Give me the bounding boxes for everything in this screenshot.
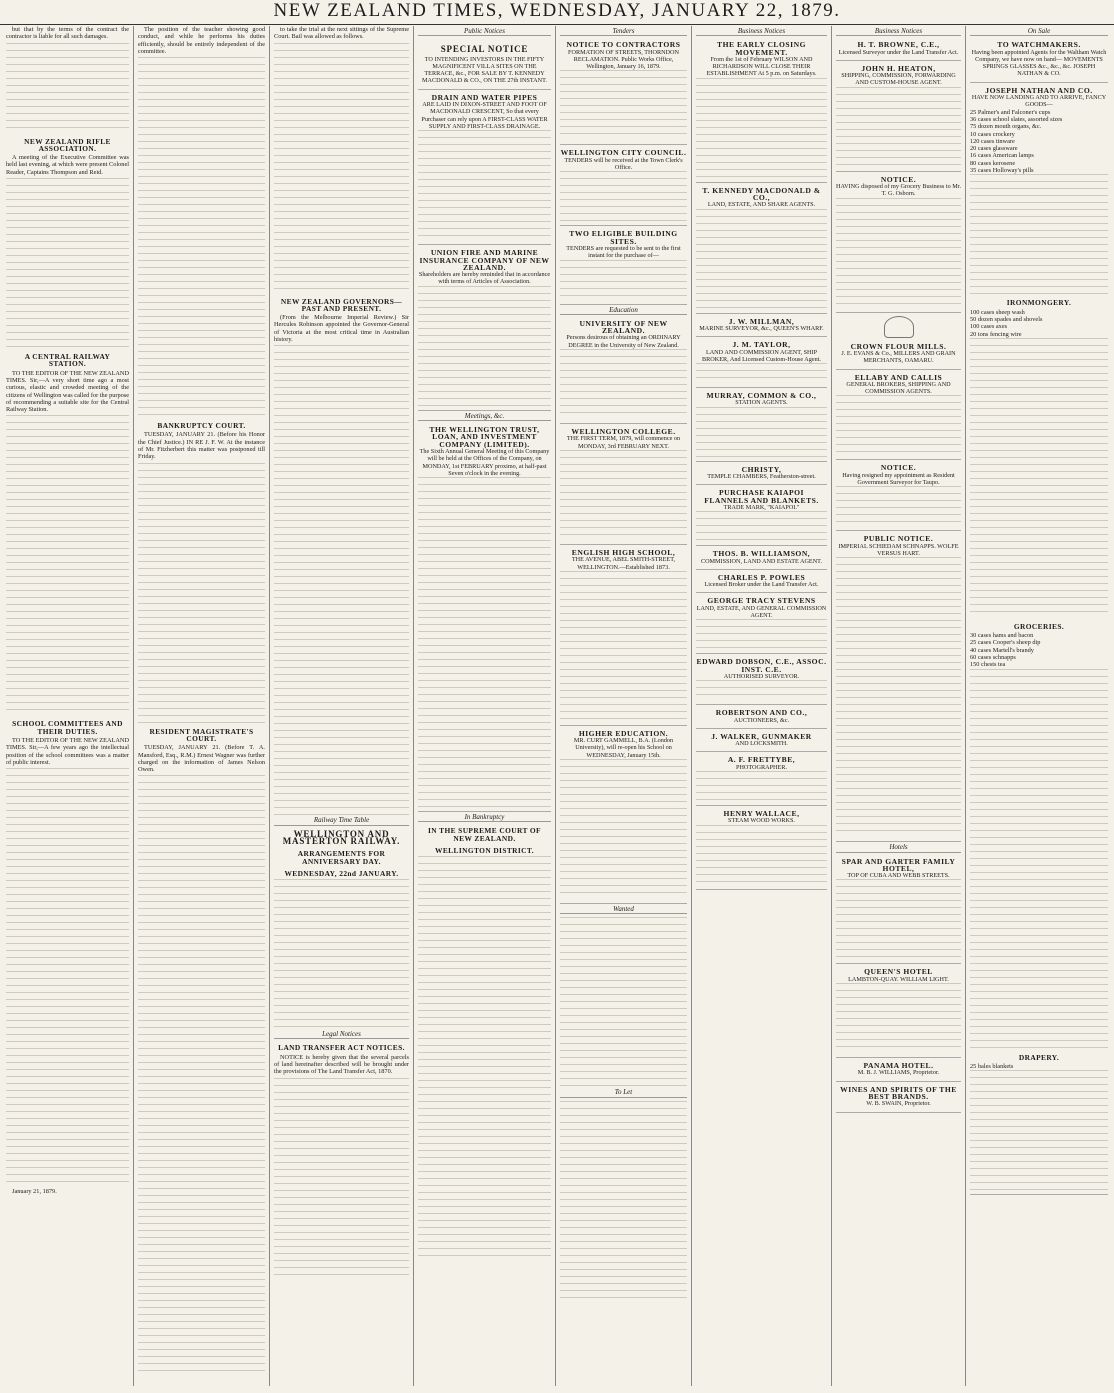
- column-3: [270, 26, 414, 1386]
- goods-list: [970, 1063, 1108, 1070]
- ad-title: QUEEN'S HOTEL: [864, 967, 933, 977]
- article-paragraph: TO THE EDITOR OF THE NEW ZEALAND TIMES. Sir,—A very short time ago a most curious, elastic and crowded meeting of the citizens of Wellington was called for the purpose of recommending a suitable site for the Central Railway Station.: [6, 369, 130, 414]
- advertisement: [836, 462, 961, 531]
- ad-text: Having resigned my appointment as Resident Government Surveyor for Taupo.: [842, 471, 955, 487]
- advertisement: [836, 174, 961, 313]
- ad-text: IMPERIAL SCHIEDAM SCHNAPPS. WOLFE VERSUS HART.: [838, 542, 959, 557]
- ad-title: ENGLISH HIGH SCHOOL,: [571, 547, 676, 557]
- advertisement: [418, 247, 551, 410]
- section-label-meetings: Meetings, &c.: [418, 413, 551, 421]
- list-heading: GROCERIES.: [1013, 621, 1065, 631]
- bankruptcy-court: IN THE SUPREME COURT OF NEW ZEALAND.: [428, 826, 541, 843]
- ad-title: PURCHASE KAIAPOI FLANNELS AND BLANKETS.: [704, 488, 819, 505]
- advertisement: [836, 372, 961, 461]
- list-item: 35 cases Holloway's pills: [970, 167, 1034, 175]
- ad-text: HAVE NOW LANDING AND TO ARRIVE, FANCY GOODS—: [971, 94, 1107, 109]
- list-item: 80 cases kerosene: [970, 159, 1016, 167]
- ad-title: T. KENNEDY MACDONALD & CO.,: [702, 185, 821, 203]
- column-8: [966, 26, 1112, 1386]
- list-item: 20 tons fencing wire: [970, 330, 1022, 338]
- ad-text: FORMATION OF STREETS, THORNDON RECLAMATION. Public Works Office, Wellington, January 16, 1879.: [568, 48, 679, 71]
- list-item: 25 Palmer's and Falconer's cups: [970, 108, 1051, 116]
- ad-text: SHIPPING, COMMISSION, FORWARDING AND CUSTOM-HOUSE AGENT.: [841, 72, 956, 87]
- royal-crest-icon: [884, 316, 914, 338]
- ad-title: WELLINGTON CITY COUNCIL.: [560, 148, 687, 158]
- article-dateline: January 21, 1879.: [12, 1188, 57, 1196]
- ad-title: PANAMA HOTEL.: [863, 1061, 934, 1071]
- ad-text: TO INTENDING INVESTORS IN THE FIFTY MAGNIFICENT VILLA SITES ON THE TERRACE, &c., FOR SALE BY T. KENNEDY MACDONALD & CO., ON THE 27th INSTANT.: [422, 55, 547, 85]
- ad-title: TWO ELIGIBLE BUILDING SITES.: [569, 229, 678, 246]
- ad-title: GEORGE TRACY STEVENS: [707, 596, 816, 606]
- ad-text: STEAM WOOD WORKS.: [728, 817, 795, 825]
- ad-title: CROWN FLOUR MILLS.: [850, 341, 947, 351]
- advertisement: [560, 39, 687, 145]
- article-heading: A CENTRAL RAILWAY STATION.: [24, 352, 111, 369]
- advertisement: [836, 966, 961, 1058]
- section-label-to-let: To Let: [560, 1089, 687, 1097]
- ad-text: THE FIRST TERM, 1879, will commence on MONDAY, 3rd FEBRUARY NEXT.: [566, 435, 681, 450]
- advertisement: [836, 1060, 961, 1082]
- ad-text: THE AVENUE, ABEL SMITH-STREET, WELLINGTON.—Established 1873.: [571, 556, 676, 571]
- ad-title: H. T. BROWNE, C.E.,: [857, 40, 940, 50]
- ad-text: MR. CURT GAMMELL, B.A. (London University), will re-open his School on WEDNESDAY, January 15th.: [573, 737, 674, 759]
- ad-title: UNION FIRE AND MARINE INSURANCE COMPANY OF NEW ZEALAND.: [419, 248, 550, 272]
- ad-text: LAND, ESTATE, AND SHARE AGENTS.: [707, 201, 816, 209]
- ad-text: STATION AGENTS.: [735, 399, 788, 407]
- ad-title: ROBERTSON AND CO.,: [715, 708, 808, 718]
- ad-title: HENRY WALLACE,: [723, 808, 800, 818]
- list-item: 100 cases sheep wash: [970, 308, 1025, 316]
- goods-list: [970, 109, 1108, 175]
- section-label-business-notices: Business Notices: [836, 28, 961, 36]
- advertisement: [418, 424, 551, 812]
- list-item: 10 cases crockery: [970, 130, 1015, 138]
- article-paragraph: to take the trial at the next sittings of the Supreme Court. Bail was allowed as follows.: [274, 26, 409, 41]
- section-label-bankruptcy: In Bankruptcy: [418, 814, 551, 822]
- advertisement: [560, 547, 687, 726]
- advertisement: [696, 339, 827, 388]
- column-4: [414, 26, 556, 1386]
- advertisement: [418, 92, 551, 245]
- ad-text: LAND, ESTATE, AND GENERAL COMMISSION AGENT.: [696, 604, 827, 620]
- advertisement: [696, 464, 827, 486]
- advertisement: [696, 808, 827, 890]
- advertisement: [696, 185, 827, 314]
- advertisement: [696, 548, 827, 570]
- article-paragraph: TUESDAY, JANUARY 21. (Before T. A. Mansford, Esq., R.M.) Ernest Wagner was further charged on the information of James Nelson Owen.: [138, 744, 265, 774]
- section-label-railway: Railway Time Table: [274, 817, 409, 825]
- ad-title: EDWARD DOBSON, C.E., ASSOC. INST. C.E.: [696, 657, 827, 674]
- railway-title: WELLINGTON AND MASTERTON RAILWAY.: [282, 828, 401, 846]
- ad-title: J. WALKER, GUNMAKER: [711, 731, 812, 741]
- advertisement: [970, 85, 1108, 1195]
- advertisement: [696, 487, 827, 546]
- ad-title: CHRISTY,: [741, 464, 782, 474]
- list-item: 100 cases axes: [970, 323, 1008, 331]
- column-2: [134, 26, 270, 1386]
- section-label-wanted: Wanted: [560, 906, 687, 914]
- ad-title: PUBLIC NOTICE.: [863, 534, 934, 544]
- advertisement: [560, 318, 687, 424]
- article-paragraph: but that by the terms of the contract the contractor is liable for all such damages.: [6, 26, 129, 41]
- column-7: [832, 26, 966, 1386]
- railway-date: WEDNESDAY, 22nd JANUARY.: [284, 868, 399, 878]
- ad-title: NOTICE.: [880, 463, 917, 473]
- ad-title: TO WATCHMAKERS.: [997, 40, 1081, 50]
- list-item: 25 bales blankets: [970, 1062, 1014, 1070]
- article-heading: RESIDENT MAGISTRATE'S COURT.: [149, 726, 254, 743]
- advertisement: [836, 856, 961, 965]
- advertisement: [836, 341, 961, 370]
- ad-title: THE WELLINGTON TRUST, LOAN, AND INVESTMENT COMPANY (LIMITED).: [429, 425, 540, 449]
- advertisement: [560, 728, 687, 904]
- advertisement: [970, 39, 1108, 82]
- ad-title: CHARLES P. POWLES: [717, 572, 806, 582]
- advertisement: [836, 1084, 961, 1113]
- advertisement: [836, 533, 961, 842]
- ad-title: ELLABY AND CALLIS: [854, 372, 943, 382]
- masthead: [0, 0, 1114, 25]
- ad-text: LAND AND COMMISSION AGENT, SHIP BROKER, And Licensed Custom-House Agent.: [702, 348, 821, 363]
- list-item: 75 dozen mouth organs, &c.: [970, 123, 1042, 131]
- ad-text: M. B. J. WILLIAMS, Proprietor.: [857, 1069, 940, 1077]
- advertisement: [696, 572, 827, 594]
- ad-title: UNIVERSITY OF NEW ZEALAND.: [579, 318, 668, 336]
- column-6: [692, 26, 832, 1386]
- article-heading: SCHOOL COMMITTEES AND THEIR DUTIES.: [12, 719, 123, 736]
- article-heading: NEW ZEALAND GOVERNORS—PAST AND PRESENT.: [280, 296, 403, 313]
- list-item: 30 cases hams and bacon: [970, 632, 1034, 640]
- ad-text: From the 1st of February WILSON AND RICHARDSON WILL CLOSE THEIR ESTABLISHMENT At 5 p.m. on Saturdays.: [706, 55, 817, 78]
- ad-text: W. B. SWAIN, Proprietor.: [866, 1100, 931, 1108]
- list-item: 36 cases school slates, assorted sizes: [970, 115, 1063, 123]
- section-label-public-notices: Public Notices: [418, 28, 551, 36]
- list-item: 25 cases Cooper's sheep dip: [970, 639, 1041, 647]
- list-item: 60 cases schnapps: [970, 654, 1016, 662]
- ad-title: SPECIAL NOTICE: [440, 44, 529, 55]
- article-heading: BANKRUPTCY COURT.: [157, 421, 246, 431]
- advertisement: [696, 731, 827, 753]
- ad-text: HAVING disposed of my Grocery Business to Mr. T. G. Osborn.: [836, 183, 962, 198]
- ad-text: Persons desirous of obtaining an ORDINARY DEGREE in the University of New Zealand.: [566, 334, 681, 349]
- ad-title: MURRAY, COMMON & CO.,: [706, 391, 817, 401]
- advertisement: [836, 63, 961, 172]
- ad-title: DRAIN AND WATER PIPES: [431, 92, 538, 102]
- ad-text: AUTHORISED SURVEYOR.: [723, 672, 800, 680]
- section-label-tenders: Tenders: [560, 28, 687, 36]
- ad-text: LAMBTON-QUAY. WILLIAM LIGHT.: [848, 975, 949, 983]
- advertisement: [560, 426, 687, 545]
- ad-text: Shareholders are hereby reminded that in accordance with terms of Articles of Association.: [418, 271, 551, 286]
- ad-title: WINES AND SPIRITS OF THE BEST BRANDS.: [840, 1084, 957, 1101]
- ad-text: ARE LAID IN DIXON-STREET AND FOOT OF MACDONALD CRESCENT, So that every Purchaser can rely upon A FIRST-CLASS WATER SUPPLY AND FIRST-CLASS DRAINAGE.: [421, 101, 548, 130]
- advertisement: [696, 595, 827, 654]
- masthead-title: NEW ZEALAND TIMES, WEDNESDAY, JANUARY 22, 1879.: [273, 0, 841, 21]
- legal-paragraph: NOTICE is hereby given that the several parcels of land hereinafter described will be brought under the provisions of The Land Transfer Act, 1870.: [274, 1053, 409, 1076]
- list-item: 16 cases American lamps: [970, 152, 1034, 160]
- column-5: [556, 26, 692, 1386]
- ad-text: TEMPLE CHAMBERS, Featherston-street.: [707, 473, 816, 481]
- section-label-on-sale: On Sale: [970, 28, 1108, 36]
- list-item: 20 cases glassware: [970, 145, 1018, 153]
- ad-text: AND LOCKSMITH.: [735, 740, 788, 748]
- article-paragraph: TO THE EDITOR OF THE NEW ZEALAND TIMES. Sir,—A few years ago the intellectual position of the school committees was a matter of public interest.: [6, 737, 129, 766]
- list-heading: DRAPERY.: [1018, 1052, 1060, 1062]
- article-paragraph: (From the Melbourne Imperial Review.) Sir Hercules Robinson appointed the Governor-General of Victoria at the most critical time in Australian history.: [274, 314, 409, 344]
- ad-title: NOTICE TO CONTRACTORS: [566, 40, 681, 50]
- list-heading: IRONMONGERY.: [1006, 298, 1072, 308]
- ad-text: TENDERS will be received at the Town Clerk's Office.: [564, 156, 683, 172]
- ad-text: J. E. EVANS & Co., MILLERS AND GRAIN MERCHANTS, OAMARU.: [841, 349, 956, 365]
- section-label-hotels: Hotels: [836, 844, 961, 852]
- article-paragraph: A meeting of the Executive Committee was held last evening, at which were present Colonel Reader, Captains Thompson and Reid.: [6, 154, 129, 176]
- advertisement: [696, 39, 827, 182]
- ad-title: J. W. MILLMAN,: [728, 316, 795, 326]
- section-label-legal: Legal Notices: [274, 1031, 409, 1039]
- column-1: [2, 26, 134, 1386]
- advertisement: [418, 39, 551, 89]
- article-paragraph: The position of the teacher showing good conduct, and while he performs his duties efficiently, should be entirely independent of the committee.: [138, 26, 265, 55]
- advertisement: [696, 390, 827, 462]
- bankruptcy-district: WELLINGTON DISTRICT.: [435, 846, 534, 856]
- ad-text: Licensed Surveyor under the Land Transfer Act.: [838, 48, 959, 56]
- ad-title: NOTICE.: [880, 174, 917, 184]
- railway-subtitle: ARRANGEMENTS FOR ANNIVERSARY DAY.: [297, 849, 386, 866]
- section-label-education: Education: [560, 307, 687, 315]
- list-item: 40 cases Martell's brandy: [970, 646, 1034, 654]
- ad-text: Having been appointed Agents for the Waltham Watch Company, we have now on hand— MOVEMENTS SPRINGS GLASSES &c., &c., &c. JOSEPH NATHAN & CO.: [971, 48, 1107, 78]
- advertisement: [696, 656, 827, 705]
- ad-text: AUCTIONEERS, &c.: [733, 716, 790, 724]
- ad-text: MARINE SURVEYOR, &c., QUEEN'S WHARF.: [699, 324, 824, 332]
- goods-list: [970, 309, 1108, 338]
- advertisement: [560, 228, 687, 304]
- ad-text: TENDERS are requested to be sent to the first instant for the purchase of—: [566, 244, 681, 260]
- list-item: 50 dozen spades and shovels: [970, 315, 1043, 323]
- ad-title: A. F. FRETTYBE,: [727, 755, 796, 765]
- ad-text: The Sixth Annual General Meeting of this Company will be held at the Offices of the Company, on MONDAY, 1st FEBRUARY proximo, at half-past Seven o'clock in the evening.: [419, 447, 550, 477]
- advertisement: [696, 316, 827, 338]
- advertisement: [696, 707, 827, 729]
- ad-text: GENERAL BROKERS, SHIPPING AND COMMISSION AGENTS.: [846, 380, 951, 396]
- ad-title: JOSEPH NATHAN AND CO.: [985, 85, 1093, 95]
- ad-text: Licensed Broker under the Land Transfer Act.: [704, 581, 819, 589]
- legal-title: LAND TRANSFER ACT NOTICES.: [278, 1043, 405, 1053]
- ad-title: THE EARLY CLOSING MOVEMENT.: [717, 40, 806, 57]
- list-item: 150 chests tea: [970, 661, 1006, 669]
- ad-title: HIGHER EDUCATION.: [578, 728, 669, 738]
- ad-title: J. M. TAYLOR,: [732, 340, 791, 350]
- advertisement: [696, 754, 827, 806]
- ad-text: TOP OF CUBA AND WEBB STREETS.: [847, 872, 950, 880]
- section-label-business-notices: Business Notices: [696, 28, 827, 36]
- advertisement: [560, 147, 687, 226]
- article-heading: NEW ZEALAND RIFLE ASSOCIATION.: [24, 136, 111, 153]
- goods-list: [970, 632, 1108, 668]
- list-item: 120 cases tinware: [970, 137, 1015, 145]
- ad-title: THOS. B. WILLIAMSON,: [712, 549, 811, 559]
- ad-title: WELLINGTON COLLEGE.: [571, 427, 676, 437]
- ad-title: JOHN H. HEATON,: [861, 63, 936, 73]
- ad-text: COMMISSION, LAND AND ESTATE AGENT.: [700, 557, 823, 565]
- ad-text: TRADE MARK, "KAIAPOI.": [723, 503, 800, 511]
- ad-title: SPAR AND GARTER FAMILY HOTEL,: [841, 856, 956, 873]
- advertisement: [836, 39, 961, 61]
- ad-text: PHOTOGRAPHER.: [736, 763, 787, 771]
- article-paragraph: TUESDAY, JANUARY 21. (Before his Honor the Chief Justice.) IN RE J. F. W. At the instance of Mr. Fitzherbert this matter was postponed till Friday.: [138, 431, 265, 461]
